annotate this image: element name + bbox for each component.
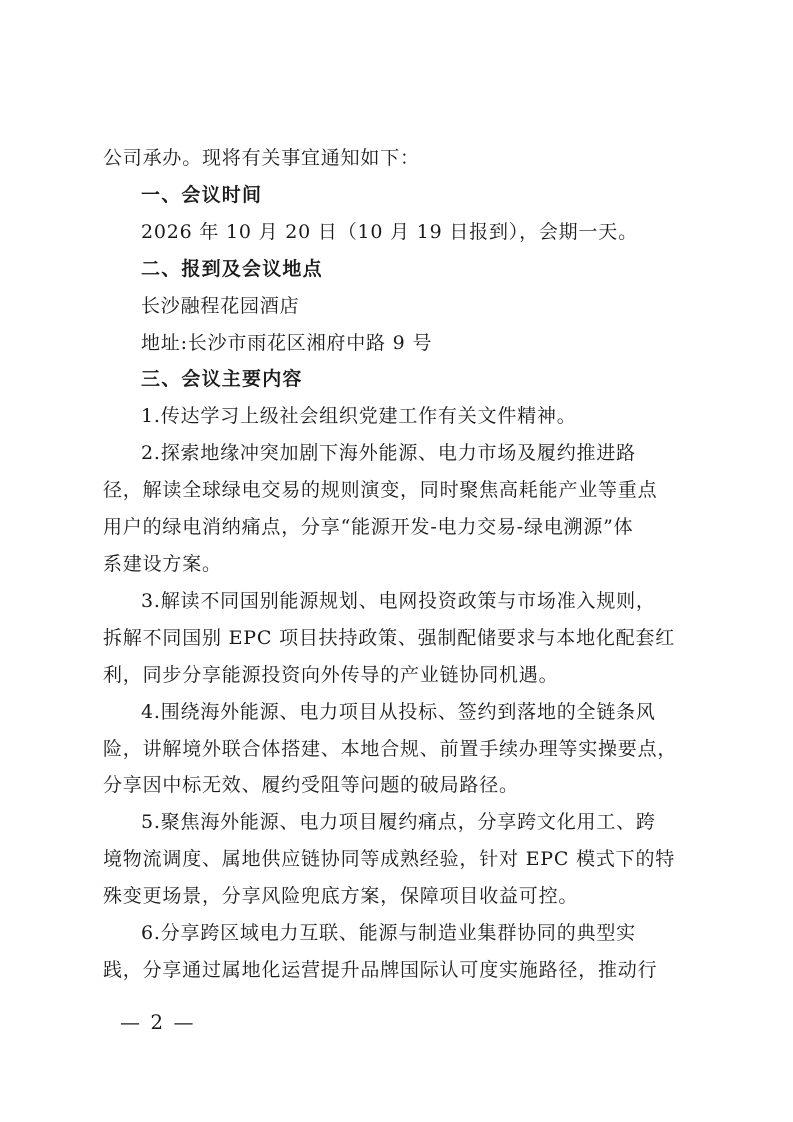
content-item-5-line: 境物流调度、属地供应链协同等成熟经验，针对 EPC 模式下的特 xyxy=(103,848,676,871)
content-item-2-line: 径，解读全球绿电交易的规则演变，同时聚焦高耗能产业等重点 xyxy=(103,479,658,502)
document-body xyxy=(103,140,693,989)
meeting-date-line: 2026 年 10 月 20 日（10 月 19 日报到），会期一天。 xyxy=(141,220,638,243)
content-item-3-line: 利，同步分享能源投资向外传导的产业链协同机遇。 xyxy=(103,663,559,686)
content-item-3-line: 3.解读不同国别能源规划、电网投资政策与市场准入规则， xyxy=(141,589,656,612)
section-heading-main-content: 三、会议主要内容 xyxy=(141,368,303,391)
content-item-6-line: 践，分享通过属地化运营提升品牌国际认可度实施路径，推动行 xyxy=(103,958,658,981)
content-item-1: 1.传达学习上级社会组织党建工作有关文件精神。 xyxy=(141,405,577,428)
content-item-4-line: 4.围绕海外能源、电力项目从投标、签约到落地的全链条风 xyxy=(141,700,656,723)
paragraph-line: 公司承办。现将有关事宜通知如下： xyxy=(103,147,420,169)
section-heading-meeting-time: 一、会议时间 xyxy=(141,183,263,206)
content-item-2-line: 系建设方案。 xyxy=(103,552,222,575)
venue-address-line: 地址:长沙市雨花区湘府中路 9 号 xyxy=(141,331,433,354)
content-item-5-line: 殊变更场景，分享风险兜底方案，保障项目收益可控。 xyxy=(103,885,579,908)
content-item-5-line: 5.聚焦海外能源、电力项目履约痛点，分享跨文化用工、跨 xyxy=(141,811,656,834)
content-item-4-line: 分享因中标无效、履约受阻等问题的破局路径。 xyxy=(103,774,519,797)
page-number: — 2 — xyxy=(120,1010,196,1034)
content-item-2-line: 用户的绿电消纳痛点，分享“能源开发-电力交易-绿电溯源”体 xyxy=(103,516,634,539)
content-item-6-line: 6.分享跨区域电力互联、能源与制造业集群协同的典型实 xyxy=(141,922,636,945)
content-item-3-line: 拆解不同国别 EPC 项目扶持政策、强制配储要求与本地化配套红 xyxy=(103,626,676,649)
venue-name-line: 长沙融程花园酒店 xyxy=(141,294,300,317)
section-heading-registration-venue: 二、报到及会议地点 xyxy=(141,257,323,280)
content-item-4-line: 险，讲解境外联合体搭建、本地合规、前置手续办理等实操要点， xyxy=(103,737,678,760)
content-item-2-line: 2.探索地缘冲突加剧下海外能源、电力市场及履约推进路 xyxy=(141,442,636,465)
